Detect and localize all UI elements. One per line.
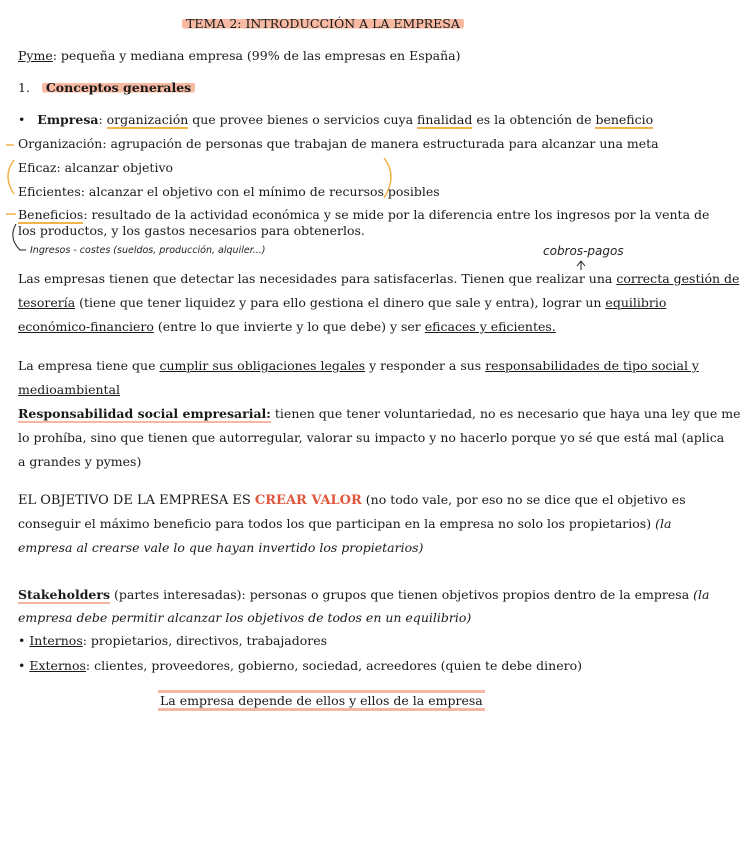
organizacion-definition: Organización: agrupación de personas que trabajan de manera estructurada para alcanzar una meta [18, 136, 659, 151]
objetivo-line1: EL OBJETIVO DE LA EMPRESA ES CREAR VALOR (no todo vale, por eso no se dice que el objetivo es [18, 492, 686, 508]
paragraph-obligaciones-line1: La empresa tiene que cumplir sus obligaciones legales y responder a sus responsabilidades de tipo social y [18, 358, 699, 373]
paragraph-gestion-line2: tesorería (tiene que tener liquidez y para ello gestiona el dinero que sale y entra), lograr un equilibrio [18, 295, 667, 310]
page-title: TEMA 2: INTRODUCCIÓN A LA EMPRESA [0, 16, 646, 32]
rse-line3: a grandes y pymes) [18, 454, 142, 469]
handwritten-ingresos-note: Ingresos - costes (sueldos, producción, alquiler...) [30, 245, 266, 256]
paragraph-gestion-line3: económico-financiero (entre lo que invierte y lo que debe) y ser eficaces y eficientes. [18, 319, 556, 334]
handwritten-cobros-note: cobros-pagos [543, 244, 624, 258]
paragraph-gestion-line1: Las empresas tienen que detectar las necesidades para satisfacerlas. Tienen que realizar una correcta gestión de [18, 271, 740, 286]
bracket-left-paren [8, 160, 14, 194]
beneficios-definition: Beneficios: resultado de la actividad económica y se mide por la diferencia entre los ingresos por la venta de [18, 207, 710, 222]
conclusion-highlight: La empresa depende de ellos y ellos de la empresa [158, 693, 485, 709]
objetivo-line3: empresa al crearse vale lo que hayan invertido los propietarios) [18, 540, 424, 555]
section-heading: 1. Conceptos generales [18, 80, 195, 96]
beneficios-definition-cont: los productos, y los gastos necesarios para obtenerlos. [18, 223, 365, 238]
empresa-definition: • Empresa: organización que provee bienes o servicios cuya finalidad es la obtención de beneficio [18, 112, 654, 127]
rse-line1: Responsabilidad social empresarial: tienen que tener voluntariedad, no es necesario que haya una ley que me [18, 406, 741, 421]
pyme-definition: Pyme: pequeña y mediana empresa (99% de las empresas en España) [18, 48, 461, 63]
objetivo-line2: conseguir el máximo beneficio para todos los que participan en la empresa no solo los propietarios) (la [18, 516, 672, 531]
stakeholders-internos: • Internos: propietarios, directivos, trabajadores [18, 633, 328, 648]
hand-arrow-up [577, 261, 585, 270]
stakeholders-externos: • Externos: clientes, proveedores, gobierno, sociedad, acreedores (quien te debe dinero) [18, 658, 582, 673]
paragraph-obligaciones-line2: medioambiental [18, 382, 121, 397]
stakeholders-line2: empresa debe permitir alcanzar los objetivos de todos en un equilibrio) [18, 610, 472, 625]
stakeholders-line1: Stakeholders (partes interesadas): personas o grupos que tienen objetivos propios dentro de la empresa (la [18, 587, 710, 602]
eficaz-definition: Eficaz: alcanzar objetivo [18, 160, 174, 175]
rse-line2: lo prohíba, sino que tienen que autorregular, valorar su impacto y no hacerlo porque yo sé que está mal (aplica [18, 430, 725, 445]
eficientes-definition: Eficientes: alcanzar el objetivo con el mínimo de recursos posibles [18, 184, 440, 199]
